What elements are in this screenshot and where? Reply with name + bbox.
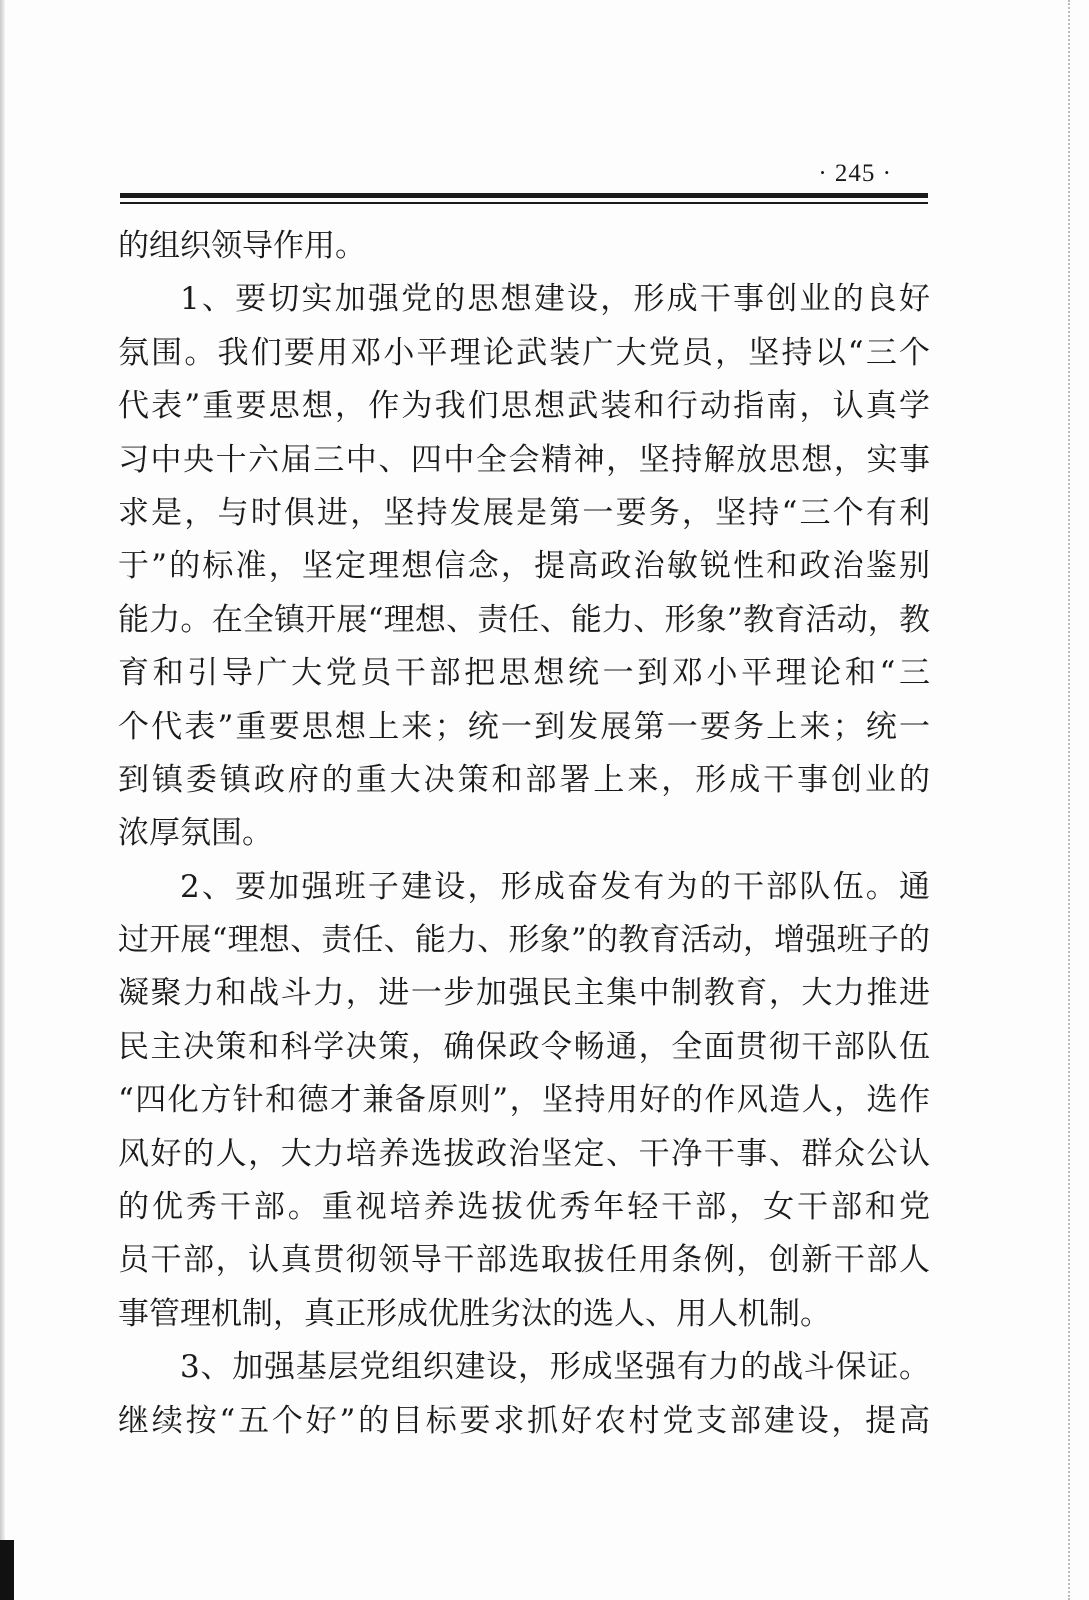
- scan-right-edge: [1068, 0, 1070, 1600]
- text-line: 到镇委镇政府的重大决策和部署上来，形成干事创业的: [118, 761, 930, 798]
- text-line: 氛围。我们要用邓小平理论武装广大党员，坚持以“三个: [118, 334, 930, 371]
- text-line: 求是，与时俱进，坚持发展是第一要务，坚持“三个有利: [118, 494, 930, 531]
- text-line: 的优秀干部。重视培养选拔优秀年轻干部，女干部和党: [118, 1189, 930, 1226]
- text-line: 1、要切实加强党的思想建设，形成干事创业的良好: [180, 281, 930, 318]
- text-line: 民主决策和科学决策，确保政令畅通，全面贯彻干部队伍: [118, 1028, 930, 1065]
- text-line: 于”的标准，坚定理想信念，提高政治敏锐性和政治鉴别: [118, 548, 930, 585]
- text-line: 浓厚氛围。: [118, 815, 273, 852]
- text-line: 过开展“理想、责任、能力、形象”的教育活动，增强班子的: [118, 922, 930, 959]
- text-line: 凝聚力和战斗力，进一步加强民主集中制教育，大力推进: [118, 975, 930, 1012]
- text-line: 的组织领导作用。: [118, 228, 366, 264]
- text-line: 育和引导广大党员干部把思想统一到邓小平理论和“三: [118, 655, 930, 692]
- text-line: 风好的人，大力培养选拔政治坚定、干净干事、群众公认: [118, 1135, 930, 1172]
- page-number: · 245 ·: [818, 160, 892, 187]
- text-line: 习中央十六届三中、四中全会精神，坚持解放思想，实事: [118, 441, 930, 478]
- text-line: 能力。在全镇开展“理想、责任、能力、形象”教育活动，教: [118, 601, 930, 638]
- scan-corner-shadow: [0, 1540, 14, 1600]
- scan-left-edge: [0, 0, 5, 1600]
- text-line: 3、加强基层党组织建设，形成坚强有力的战斗保证。: [180, 1349, 930, 1386]
- text-line: 事管理机制，真正形成优胜劣汰的选人、用人机制。: [118, 1295, 831, 1332]
- text-line: 代表”重要思想，作为我们思想武装和行动指南，认真学: [118, 388, 930, 425]
- body-text: [118, 220, 930, 1448]
- text-line: “四化方针和德才兼备原则”，坚持用好的作风造人，选作: [118, 1082, 930, 1119]
- text-line: 员干部，认真贯彻领导干部选取拔任用条例，创新干部人: [118, 1242, 930, 1279]
- text-line: 继续按“五个好”的目标要求抓好农村党支部建设，提高: [118, 1402, 930, 1439]
- text-line: 个代表”重要思想上来；统一到发展第一要务上来；统一: [118, 708, 930, 745]
- text-line: 2、要加强班子建设，形成奋发有为的干部队伍。通: [180, 868, 930, 905]
- header-rule: [120, 193, 928, 198]
- header-rule-thin: [120, 202, 928, 204]
